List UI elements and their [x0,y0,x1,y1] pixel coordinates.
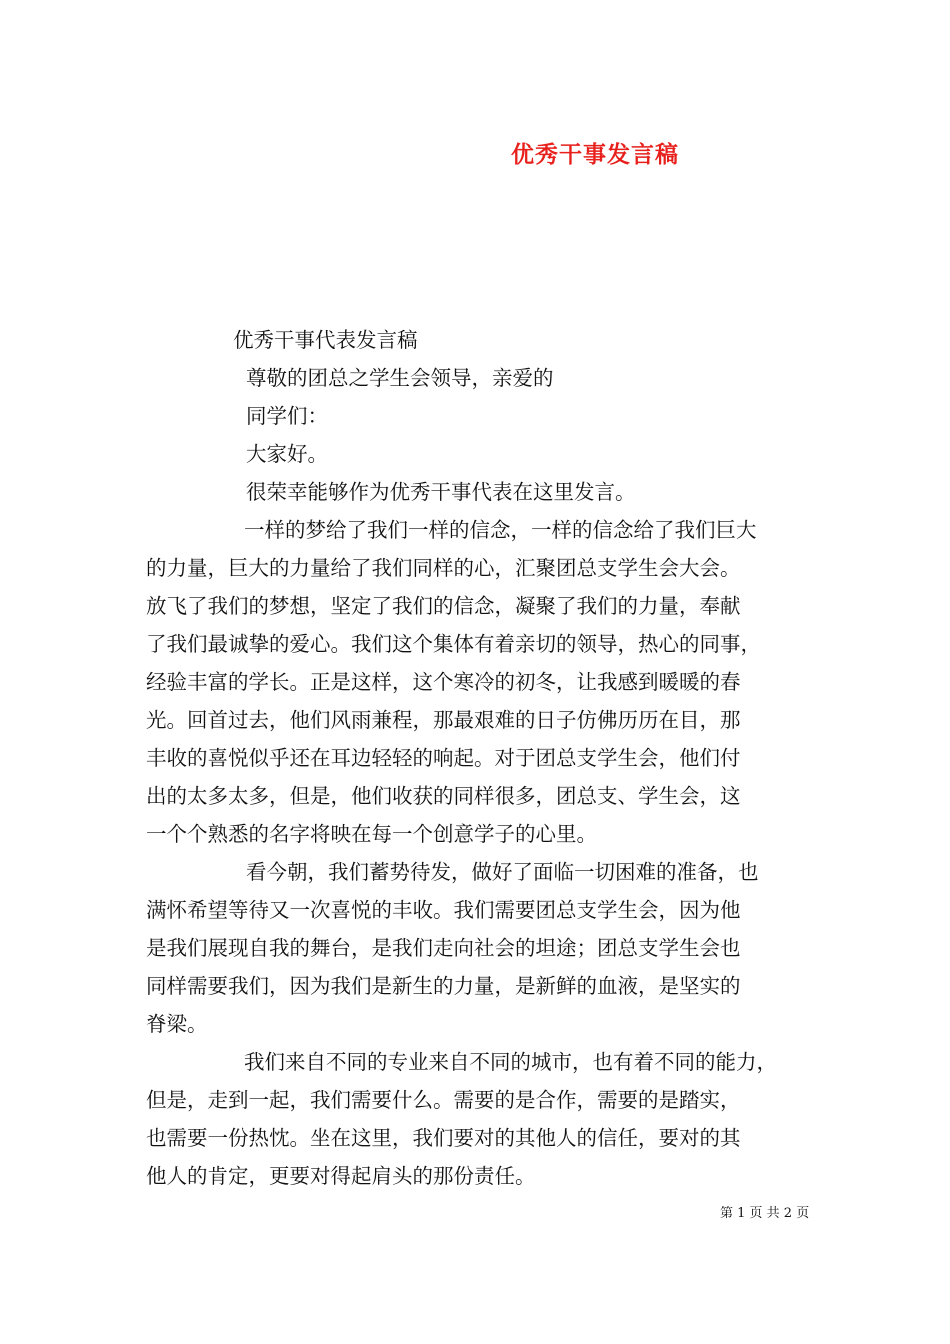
paragraph-1-line: 了我们最诚挚的爱心。我们这个集体有着亲切的领导，热心的同事， [146,632,761,656]
paragraph-2-line: 满怀希望等待又一次喜悦的丰收。我们需要团总支学生会，因为他 [146,898,741,922]
paragraph-1-line: 经验丰富的学长。正是这样，这个寒冷的初冬，让我感到暖暖的春 [146,670,741,694]
paragraph-3-line: 我们来自不同的专业来自不同的城市，也有着不同的能力， [244,1050,777,1074]
intro-line: 很荣幸能够作为优秀干事代表在这里发言。 [246,480,636,504]
paragraph-1-line: 一样的梦给了我们一样的信念，一样的信念给了我们巨大 [244,518,757,542]
paragraph-3-line: 他人的肯定，更要对得起肩头的那份责任。 [146,1164,536,1188]
document-title: 优秀干事发言稿 [511,141,679,168]
paragraph-2-line: 看今朝，我们蓄势待发，做好了面临一切困难的准备，也 [246,860,759,884]
document-subtitle: 优秀干事代表发言稿 [233,328,418,352]
paragraph-1-line: 放飞了我们的梦想，坚定了我们的信念，凝聚了我们的力量，奉献 [146,594,741,618]
paragraph-1-line: 出的太多太多，但是，他们收获的同样很多，团总支、学生会，这 [146,784,741,808]
greeting: 大家好。 [246,442,328,466]
paragraph-1-line: 丰收的喜悦似乎还在耳边轻轻的响起。对于团总支学生会，他们付 [146,746,741,770]
paragraph-2-line: 同样需要我们，因为我们是新生的力量，是新鲜的血液，是坚实的 [146,974,741,998]
paragraph-1-line: 一个个熟悉的名字将映在每一个创意学子的心里。 [146,822,597,846]
paragraph-1-line: 的力量，巨大的力量给了我们同样的心，汇聚团总支学生会大会。 [146,556,741,580]
paragraph-2-line: 是我们展现自我的舞台，是我们走向社会的坦途；团总支学生会也 [146,936,741,960]
salutation-line-2: 同学们： [246,404,328,428]
paragraph-3-line: 但是，走到一起，我们需要什么。需要的是合作，需要的是踏实， [146,1088,741,1112]
paragraph-1-line: 光。回首过去，他们风雨兼程，那最艰难的日子仿佛历历在目，那 [146,708,741,732]
paragraph-3-line: 也需要一份热忱。坐在这里，我们要对的其他人的信任，要对的其 [146,1126,741,1150]
salutation-line-1: 尊敬的团总之学生会领导，亲爱的 [246,366,554,390]
paragraph-2-line: 脊梁。 [146,1012,208,1036]
page-number: 第 1 页 共 2 页 [720,1206,810,1221]
